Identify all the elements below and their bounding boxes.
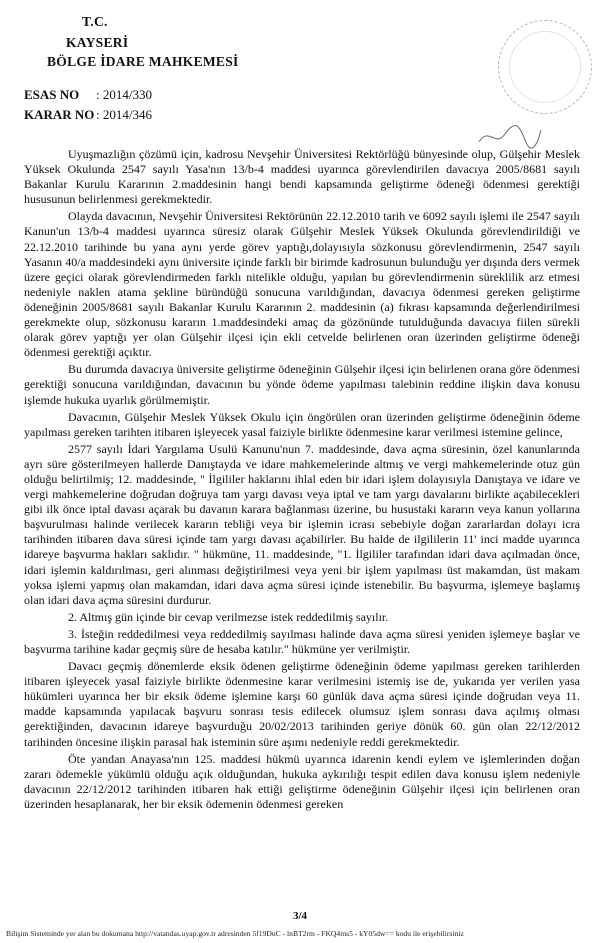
header-tc: T.C.	[82, 14, 108, 29]
header-court-name: BÖLGE İDARE MAHKEMESİ	[47, 54, 239, 69]
paragraph: 2. Altmış gün içinde bir cevap verilmezse istek reddedilmiş sayılır.	[68, 609, 389, 624]
case-numbers	[24, 87, 152, 127]
esas-row	[24, 87, 152, 107]
court-seal-inner	[509, 31, 581, 103]
paragraph: 3. İsteğin reddedilmesi veya reddedilmiş sayılması halinde dava açma süresi yeniden işlemeye başlar ve başvurma tarihine kadar geçmiş süre de hesaba katılır." hükmüne yer verilmiştir.	[24, 626, 580, 656]
header-city: KAYSERİ	[66, 35, 129, 50]
paragraph: Davacı geçmiş dönemlerde eksik ödenen geliştirme ödeneğinin ödeme yapılması gereken tarihlerden itibaren işleyecek yasal faiziyle birlikte ödenmesine karar verilmesini istemiş ise de, yukarıda yer verilen yasa hükümleri uyarınca her bir eksik ödeme işlemine karşı 60 günlük dava açma süresi içinde doğrudan veya 11. madde kapsamında yapılacak başvuru sonrası tesis edilecek olumsuz işlem sonrası dava açılmış olması gerektiğinden, davacının idareye başvurduğu 20/02/2013 tarihinden geriye dönük 60. gün olan 22/12/2012 tarihinden öncesine ilişkin parasal hak isteminin süre aşımı nedeniyle reddi gerekmektedir.	[24, 659, 580, 749]
signature-scribble	[475, 120, 545, 150]
document-body	[24, 147, 580, 814]
karar-row	[24, 107, 152, 127]
esas-label: ESAS NO	[24, 87, 80, 102]
paragraph: Uyuşmazlığın çözümü için, kadrosu Nevşehir Üniversitesi Rektörlüğü bünyesinde olup, Gülşehir Meslek Yüksek Okulunda 2547 sayılı Yasa'nın 13/b-4 maddesi uyarınca görevlendirilen davacıya 2005/8681 sayılı Bakanlar Kurulu Kararının 2.maddesinin hangi bendi kapsamında geliştirme ödeneği ödenmesi gerektiği hususunun belirlenmesi gerekmektedir.	[24, 147, 580, 207]
paragraph: Bu durumda davacıya üniversite geliştirme ödeneğinin Gülşehir ilçesi için belirlenen orana göre ödenmesi gerektiği sonucuna varıldığından, davacının bu yönde ödeme yapılması talebinin reddine ilişkin dava konusu işlemde hukuka uyarlık görülmemiştir.	[24, 362, 580, 407]
paragraph: Olayda davacının, Nevşehir Üniversitesi Rektörünün 22.12.2010 tarih ve 6092 sayılı işlemi ile 2547 sayılı Kanun'un 13/b-4 maddesi uyarınca süresiz olarak Gülşehir Meslek Yüksek Okulunda görevlendirildiği ve 22.12.2010 tarihinde bu yana aynı yerde görev yaptığı,dolayısıyla sözkonusu görevlendirmenin, 2547 sayılı Yasanın 40/a maddesindeki aynı üniversite içinde farklı bir birimde kadrosunun bulunduğu yer dışında ders vermek üzere geçici olarak görevlendirmeden farklı nitelikle olduğu, yapılan bu görevlendirmenin süreklilik arz etmesi nedeniyle naklen atama şekline büründüğü sonucuna varıldığından, davacıya ödenmesi gereken geliştirme ödeneğinin 2005/8681 sayılı Bakanlar Kurulu Kararının 2. maddesinin (a) fıkrası kapsamında değerlendirilmesi gerekmekte olup, sözkonusu kararın 1.maddesindeki amaç da gözönünde tutulduğunda davacıya fiilen sürekli olarak görev yaptığı yer olan Gülşehir ilçesi için ekli cetvelde belirlenen oran üzerinden geliştirme ödeneği ödenmesi gerektiği açıktır.	[24, 209, 580, 360]
footer-verification-text: Bilişim Sisteminde yer alan bu dokumana http://vatandas.uyap.gov.tr adresinden 5f19DuC - lnBT2rm - FKQ4ms5 - kY05dw== kodu ile erişebilirsiniz	[6, 929, 464, 938]
paragraph: 2577 sayılı İdari Yargılama Usulü Kanunu'nun 7. maddesinde, dava açma süresinin, özel kanunlarında ayrı süre gösterilmeyen hallerde Danıştayda ve idare mahkemelerinde altmış ve vergi mahkemelerinde otuz gün olduğu belirtilmiş; 12. maddesinde, " İlgililer haklarını ihlal eden bir idari işlem dolayısıyla Danıştaya ve idare ve vergi mahkemelerine doğrudan doğruya tam yargı davası veya iptal ve tam yargı davalarını birlikte açabilecekleri gibi ilk önce iptal davası açarak bu davanın karara bağlanması üzerine, bu husustaki kararın veya kanun yollarına başvurulması halinde verilecek kararın tebliği veya bir işlemin icrası sebebiyle doğan zararlardan dolayı icra tarihinden itibaren dava süresi içinde tam yargı davası açabilirler. Bu halde de ilgililerin 11' inci madde uyarınca idareye başvurma hakları saklıdır. " hükmüne, 11. maddesinde, "1. İlgililer tarafından idari dava açılmadan önce, idari işlemin kaldırılması, geri alınması değiştirilmesi veya yeni bir işlem yapılması üst makamdan, üst makam yoksa işlemi yapmış olan makamdan, idari dava açma süresi içinde istenebilir. Bu başvurma, işlemeye başlamış olan idari dava açma süresini durdurur.	[24, 441, 580, 607]
page-number: 3/4	[292, 910, 308, 922]
karar-label: KARAR NO	[24, 107, 95, 122]
esas-value: : 2014/330	[96, 87, 152, 102]
paragraph: Öte yandan Anayasa'nın 125. maddesi hükmü uyarınca idarenin kendi eylem ve işlemlerinden doğan zararı ödemekle yükümlü olduğu açık olduğundan, hukuka aykırılığı tespit edilen dava konusu işlem nedeniyle davacının 22/12/2012 tarihinden itibaren hak ettiği geliştirme ödeneğinin Gülşehir ilçesi için belirlenen oran üzerinden hesaplanarak, her bir eksik ödemenin ödenmesi gereken	[24, 751, 580, 811]
court-seal	[498, 20, 592, 114]
karar-value: : 2014/346	[96, 107, 152, 122]
paragraph: Davacının, Gülşehir Meslek Yüksek Okulu için öngörülen oran üzerinden geliştirme ödeneğinin ödeme yapılması gereken tarihten itibaren işleyecek yasal faiziyle birlikte ödenmesine karar verilmesi istemine gelince,	[24, 409, 580, 439]
